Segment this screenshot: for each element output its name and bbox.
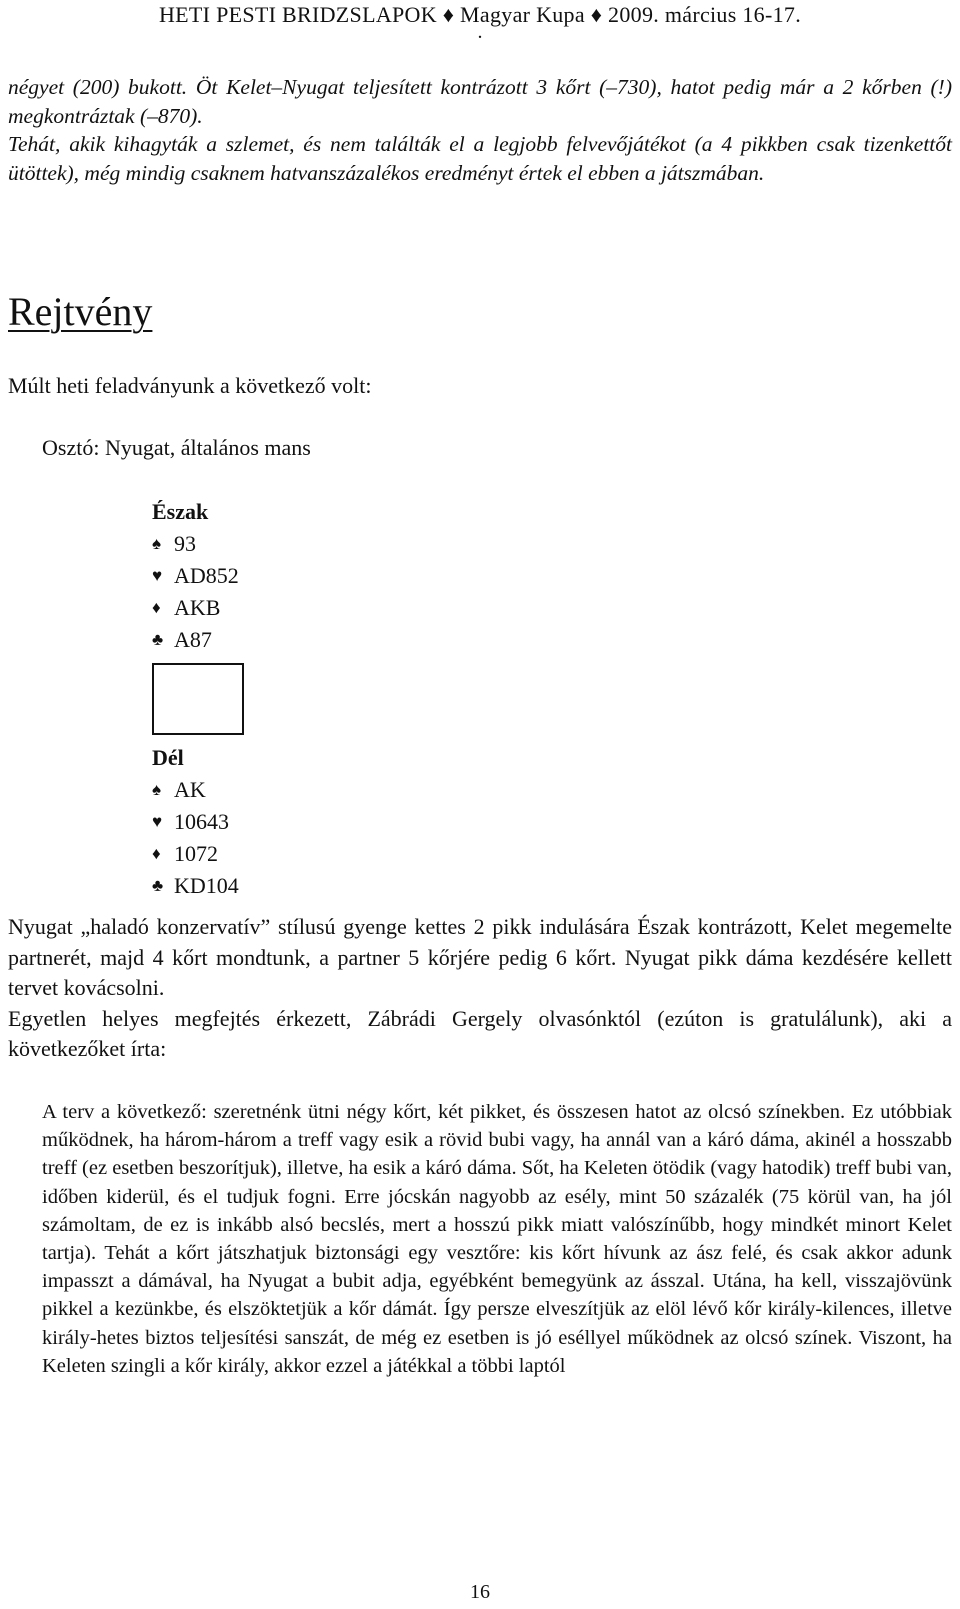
diamond-icon: ♦ bbox=[152, 598, 161, 617]
cards: A87 bbox=[174, 627, 212, 652]
header-dot: . bbox=[477, 21, 483, 43]
suit-row-diamonds bbox=[152, 592, 239, 624]
diamond-icon: ♦ bbox=[152, 844, 161, 863]
north-hand bbox=[152, 496, 239, 656]
body-text bbox=[8, 912, 952, 1065]
cards: AD852 bbox=[174, 563, 239, 588]
heart-icon: ♥ bbox=[152, 566, 163, 585]
dealer-line: Osztó: Nyugat, általános mans bbox=[42, 435, 311, 460]
suit-row-clubs bbox=[152, 624, 239, 656]
hand-name: Dél bbox=[152, 745, 184, 770]
section-title: Rejtvény bbox=[8, 289, 153, 334]
heart-icon: ♥ bbox=[152, 812, 163, 831]
quote-paragraph: A terv a következő: szeretnénk ütni négy kőrt, két pikket, és összesen hatot az olcsó színekben. Ez utóbbiak működnek, ha három-három a treff vagy esik a rövid bubi vagy, ha annál van a káró dáma, akinél a hosszabb treff (ez esetben beszorítjuk), illetve, ha esik a káró dáma. Sőt, ha Keleten ötödik (vagy hatodik) treff bubi van, időben kiderül, és el tudjuk fogni. Erre jócskán nagyobb az esély, mint 50 százalék (75 körül van, ha jól számoltam, de ez is inkább alsó becslés, mert a hosszú pikk miatt valószínűbb, hogy mindkét minort Kelet tartja). Tehát a kőrt játszhatjuk biztonsági egy vesztőre: kis kőrt hívunk az ász felé, és csak akkor adunk impasszt a dámával, ha Nyugat a bubit adja, egyébként bemegyünk az ásszal. Utána, ha kell, visszajövünk pikkel a kezünkbe, és elszöktetjük a kőr dámát. Így persze elveszítjük az elöl lévő kőr király-kilences, illetve király-hetes biztos teljesítési sanszát, de még ez esetben is jó eséllyel működnek az olcsó színek. Viszont, ha Keleten szingli a kőr király, akkor ezzel a játékkal a többi laptól bbox=[42, 1101, 952, 1377]
bridge-table-box bbox=[152, 663, 244, 735]
cards: 1072 bbox=[174, 841, 218, 866]
cards: AK bbox=[174, 777, 206, 802]
cards: 10643 bbox=[174, 809, 229, 834]
page-number: 16 bbox=[470, 1581, 490, 1603]
suit-row-diamonds bbox=[152, 838, 239, 870]
page-header: HETI PESTI BRIDZSLAPOK ♦ Magyar Kupa ♦ 2009. március 16-17. bbox=[158, 2, 802, 27]
italic-paragraph: Tehát, akik kihagyták a szlemet, és nem találták el a legjobb felvevőjátékot (a 4 pikkben csak tizenkettőt ütöttek), még mindig csaknem hatvanszázalékos eredményt értek el ebben a játszmában. bbox=[8, 132, 952, 185]
section-intro: Múlt heti feladványunk a következő volt: bbox=[8, 373, 372, 398]
italic-paragraph: négyet (200) bukott. Öt Kelet–Nyugat teljesített kontrázott 3 kőrt (–730), hatot pedig már a 2 kőrben (!) megkontráztak (–870). bbox=[8, 75, 952, 128]
body-paragraph: Nyugat „haladó konzervatív” stílusú gyenge kettes 2 pikk indulására Észak kontrázott, Kelet megemelte partnerét, majd 4 kőrt mondtunk, a partner 5 kőrjére pedig 6 kőrt. Nyugat pikk dáma kezdésére kellett tervet kovácsolni. bbox=[8, 914, 952, 1000]
club-icon: ♣ bbox=[152, 876, 164, 895]
south-hand bbox=[152, 742, 239, 902]
cards: KD104 bbox=[174, 873, 239, 898]
suit-row-clubs bbox=[152, 870, 239, 902]
club-icon: ♣ bbox=[152, 630, 164, 649]
suit-row-spades bbox=[152, 528, 239, 560]
body-paragraph: Egyetlen helyes megfejtés érkezett, Zábrádi Gergely olvasónktól (ezúton is gratulálunk), aki a következőket írta: bbox=[8, 1005, 952, 1061]
spade-icon: ♠ bbox=[152, 534, 162, 553]
spade-icon: ♠ bbox=[152, 780, 162, 799]
cards: 93 bbox=[174, 531, 196, 556]
intro-italic-text bbox=[8, 73, 952, 187]
suit-row-spades bbox=[152, 774, 239, 806]
suit-row-hearts bbox=[152, 560, 239, 592]
hand-name: Észak bbox=[152, 499, 209, 524]
suit-row-hearts bbox=[152, 806, 239, 838]
cards: AKB bbox=[174, 595, 221, 620]
solution-quote bbox=[42, 1098, 952, 1380]
